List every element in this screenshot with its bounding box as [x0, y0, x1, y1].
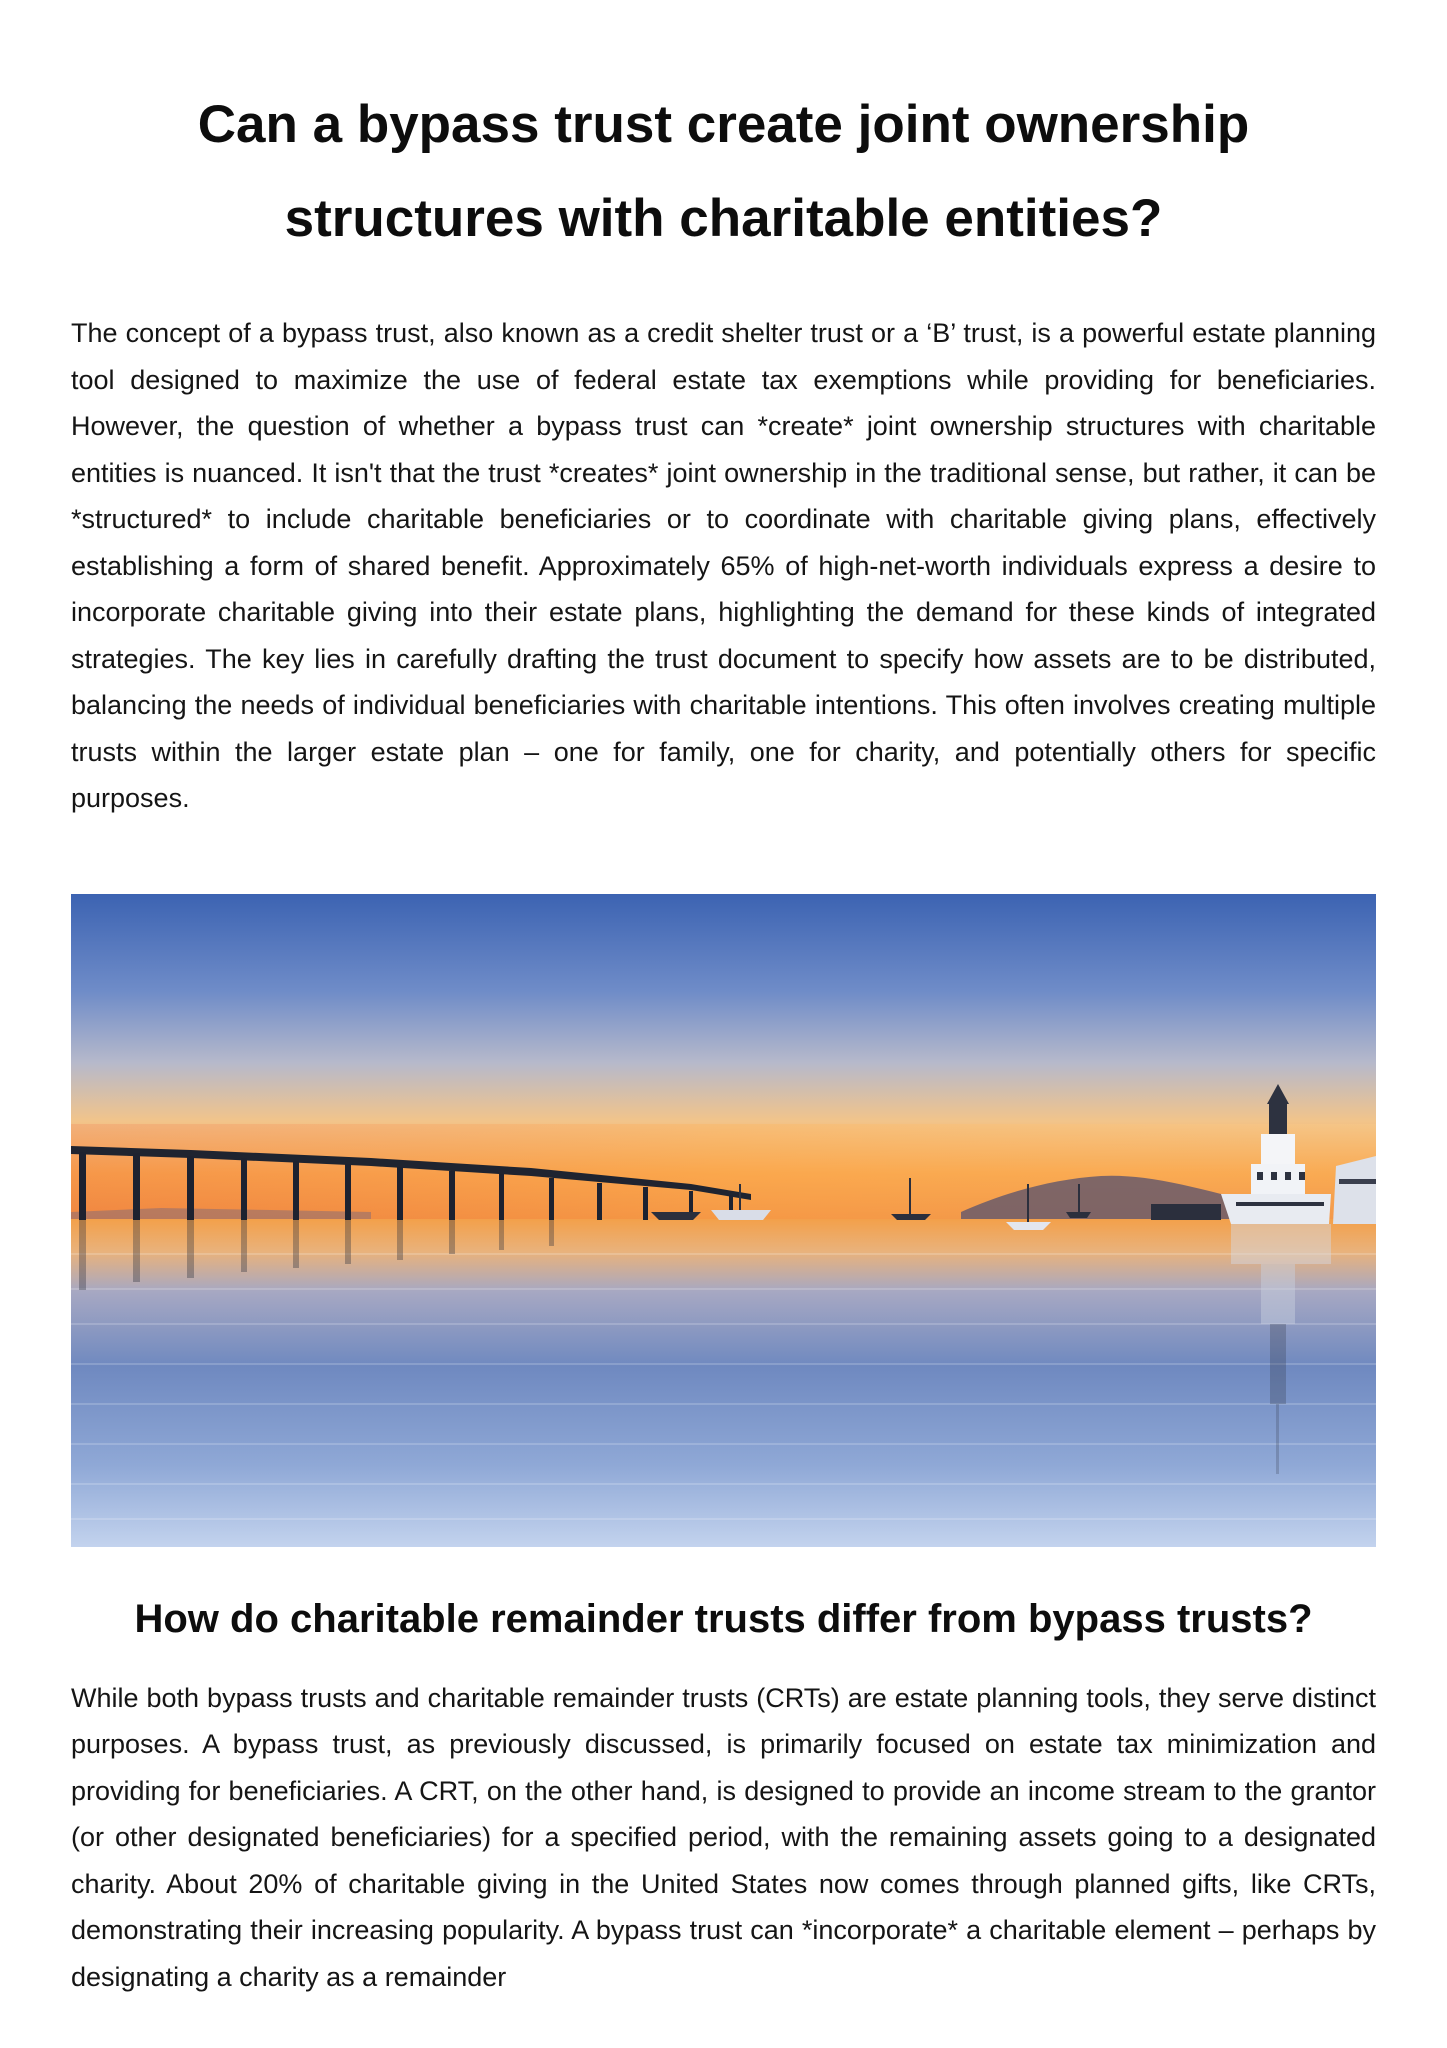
section-heading: How do charitable remainder trusts differ from bypass trusts? [134, 1596, 1313, 1641]
intro-paragraph: The concept of a bypass trust, also known as a credit shelter trust or a ‘B’ trust, is a powerful estate planning tool designed to maximize the use of federal estate tax exemptions while providing for beneficiaries. However, the question of whether a bypass trust can *create* joint ownership structures with charitable entities is nuanced. It isn't that the trust *creates* joint ownership in the traditional sense, but rather, it can be *structured* to include charitable beneficiaries or to coordinate with charitable giving plans, effectively establishing a form of shared benefit. Approximately 65% of high-net-worth individuals express a desire to incorporate charitable giving into their estate plans, highlighting the demand for these kinds of integrated strategies. The key lies in carefully drafting the trust document to specify how assets are to be distributed, balancing the needs of individual beneficiaries with charitable intentions. This often involves creating multiple trusts within the larger estate plan – one for family, one for charity, and potentially others for specific purposes. [71, 318, 1376, 813]
harbor-sunset-photo [71, 894, 1376, 1547]
section-paragraph: While both bypass trusts and charitable remainder trusts (CRTs) are estate planning tools, they serve distinct purposes. A bypass trust, as previously discussed, is primarily focused on estate tax minimization and providing for beneficiaries. A CRT, on the other hand, is designed to provide an income stream to the grantor (or other designated beneficiaries) for a specified period, with the remaining assets going to a designated charity. About 20% of charitable giving in the United States now comes through planned gifts, like CRTs, demonstrating their increasing popularity. A bypass trust can *incorporate* a charitable element – perhaps by designating a charity as a remainder [71, 1682, 1376, 1992]
document-page [71, 0, 1376, 2000]
article-title: Can a bypass trust create joint ownership structures with charitable entities? [197, 95, 1250, 248]
